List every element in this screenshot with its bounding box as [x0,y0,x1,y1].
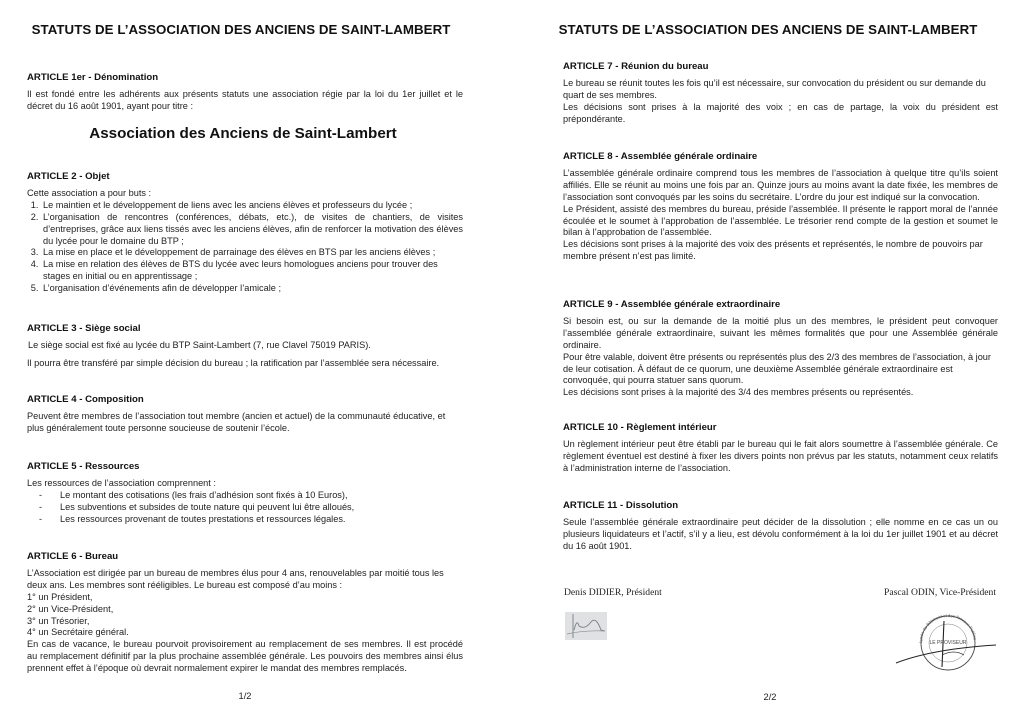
article-text: Il est fondé entre les adhérents aux présents statuts une association régie par la loi du 1er juillet et le décret du 16 août 1901, ayant pour titre : [27,88,463,111]
article-heading: ARTICLE 2 - Objet [27,171,110,182]
article-heading: ARTICLE 1er - Dénomination [27,72,159,83]
article-11 [563,500,998,553]
role-item: 3° un Trésorier, [27,615,90,626]
article-heading: ARTICLE 4 - Composition [27,394,144,405]
list-item: - Le montant des cotisations (les frais d’adhésion sont fixés à 10 Euros), [27,490,463,502]
article-7 [563,61,998,126]
article-text: Le Président, assisté des membres du bureau, préside l’assemblée. Il présente le rapport moral de l’année écoulée et le soumet à l’approbation de l’assemblée. Le trésorier rend compte de la gestion et soumet le bilan à l’approbation de l’assemblée. [563,203,998,238]
article-intro: Cette association a pour buts : [27,187,152,198]
article-text: Pour être valable, doivent être présents ou représentés plus des 2/3 des membres de l’association, à jour de leur cotisation. À défaut de ce quorum, une deuxième Assemblée générale extraordinaire est convoquée, qui pourra statuer sans quorum. [563,351,991,386]
article-text: Le bureau se réunit toutes les fois qu’il est nécessaire, sur convocation du président ou sur demande du quart de ses membres. [563,77,986,100]
article-heading: ARTICLE 7 - Réunion du bureau [563,61,709,72]
stamp-ring-text: Lycée du Bâtiment et des Travaux Publics [917,612,978,644]
role-item: 2° un Vice-Président, [27,603,114,614]
article-text: Les décisions sont prises à la majorité des voix ; en cas de partage, la voix du président est prépondérante. [563,101,998,124]
article-text: L’Association est dirigée par un bureau de membres élus pour 4 ans, renouvelables par moitié tous les deux ans. Les membres sont rééligibles. Le bureau est composé d’au moins : [27,567,444,590]
article-text: Seule l’assemblée générale extraordinaire peut décider de la dissolution ; elle nomme en ce cas un ou plusieurs liquidateurs et l’actif, s’il y a lieu, est dévolu conformément à la loi du 1er juillet 1901 et au décret du 16 août 1901. [563,516,998,551]
president-signature-label: Denis DIDIER, Président [564,587,662,598]
article-heading: ARTICLE 6 - Bureau [27,551,119,562]
article-8 [563,151,998,263]
article-heading: ARTICLE 8 - Assemblée générale ordinaire [563,151,758,162]
article-1 [27,72,463,140]
article-text: Il pourra être transféré par simple décision du bureau ; la ratification par l’assemblée sera nécessaire. [27,357,440,368]
stamp-center-text: LE PROVISEUR [929,640,967,646]
list-item: 4. La mise en relation des élèves de BTS du lycée avec leurs homologues anciens pour trouver des stages en initial ou en apprentissage ; [41,259,463,283]
list-item: 5. L’organisation d’événements afin de développer l’amicale ; [41,283,463,295]
article-5 [27,461,463,526]
article-6 [27,551,463,675]
article-10 [563,422,998,475]
article-heading: ARTICLE 3 - Siège social [27,323,141,334]
article-text: Les décisions sont prises à la majorité des voix des présents et représentés, le nombre de pouvoirs par membre présent n’est pas limité. [563,239,983,262]
page-number: 2/2 [763,692,777,702]
document-title: STATUTS DE L’ASSOCIATION DES ANCIENS DE SAINT-LAMBERT [558,22,978,37]
list-item: - Les subventions et subsides de toute nature qui peuvent lui être alloués, [27,502,463,514]
page-number: 1/2 [238,691,252,701]
article-text: En cas de vacance, le bureau pourvoit provisoirement au remplacement de ses membres. Il est procédé au remplacement définitif par la plus prochaine assemblée générale. Les pouvoirs des membres ainsi élus prennent effet à l’époque où devrait normalement expirer le mandat des membres remplacés. [27,639,463,674]
article-heading: ARTICLE 11 - Dissolution [563,500,679,511]
document-page-2 [512,0,1024,726]
list-item: 1. Le maintien et le développement de liens avec les anciens élèves et professeurs du lycée ; [41,200,463,212]
article-9 [563,299,998,399]
article-4 [27,394,463,435]
list-item: 2. L’organisation de rencontres (conférences, débats, etc.), de visites de chantiers, de visites d’entreprises, grâce aux liens tissés avec les anciens élèves, afin de renforcer la motivation des élèves du lycée pour le domaine du BTP ; [41,212,463,248]
vice-president-signature-label: Pascal ODIN, Vice-Président [884,587,996,598]
article-heading: ARTICLE 5 - Ressources [27,461,140,472]
list-item: 3. La mise en place et le développement de parrainage des élèves en BTS par les anciens élèves ; [41,247,463,259]
article-intro: Les ressources de l’association comprennent : [27,477,216,488]
article-text: Peuvent être membres de l’association tout membre (ancien et actuel) de la communauté éducative, et plus généralement toute personne soucieuse de soutenir l’école. [27,410,446,433]
article-heading: ARTICLE 10 - Règlement intérieur [563,422,717,433]
signature-background [565,612,607,640]
resources-list [27,490,463,526]
role-item: 4° un Secrétaire général. [27,627,129,638]
goals-list [27,200,463,295]
role-item: 1° un Président, [27,591,93,602]
article-text: Si besoin est, ou sur la demande de la moitié plus un des membres, le président peut convoquer l’assemblée générale extraordinaire, suivant les mêmes formalités que pour une Assemblée générale ordinaire. [563,315,998,350]
article-heading: ARTICLE 9 - Assemblée générale extraordinaire [563,299,781,310]
article-3 [27,323,463,370]
list-item: - Les ressources provenant de toutes prestations et ressources légales. [27,514,463,526]
document-title: STATUTS DE L’ASSOCIATION DES ANCIENS DE SAINT-LAMBERT [31,22,451,37]
association-name: Association des Anciens de Saint-Lambert [89,124,397,142]
article-text: Le siège social est fixé au lycée du BTP Saint-Lambert (7, rue Clavel 75019 PARIS). [28,339,371,350]
school-stamp [892,605,1002,677]
article-text: Un règlement intérieur peut être établi par le bureau qui le fait alors soumettre à l’assemblée générale. Ce règlement éventuel est destiné à fixer les divers points non prévus par les statuts, notamment ceux relatifs à l’administration interne de l’association. [563,438,998,473]
article-text: L’assemblée générale ordinaire comprend tous les membres de l’association à quelque titre qu’ils soient affiliés. Elle se réunit au moins une fois par an. Quinze jours au moins avant la date fixée, les membres de l’association sont convoqués par les soins du secrétaire. L’ordre du jour est indiqué sur la convocation. [563,167,998,202]
article-2 [27,171,463,295]
president-signature-image [565,612,607,640]
article-text: Les décisions sont prises à la majorité des 3/4 des membres présents ou représentés. [563,387,914,398]
signature-stroke [942,652,964,655]
